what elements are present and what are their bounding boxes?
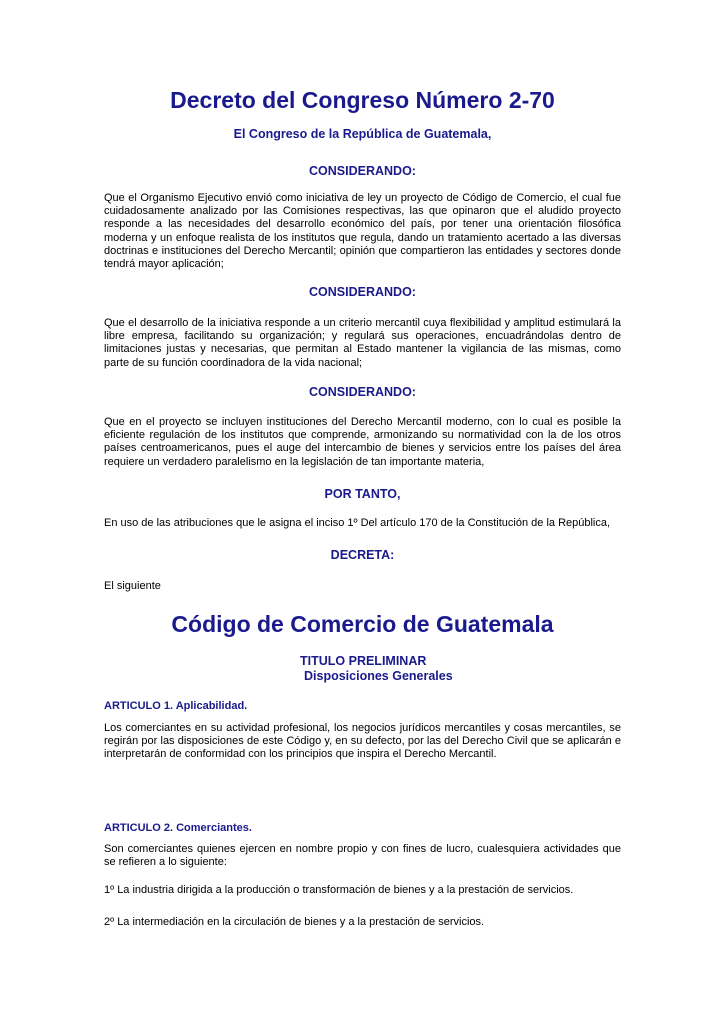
articulo-2-text: Son comerciantes quienes ejercen en nombre propio y con fines de lucro, cualesquiera actividades que se refieren a lo siguiente: [104, 843, 621, 869]
por-tanto-heading: POR TANTO, [324, 487, 401, 501]
titulo-preliminar-block [300, 654, 453, 684]
titulo-preliminar: TITULO PRELIMINAR [300, 654, 427, 668]
articulo-1-heading: ARTICULO 1. Aplicabilidad. [104, 700, 248, 712]
document-subtitle: El Congreso de la República de Guatemala, [233, 127, 492, 141]
considerando-text-2: Que el desarrollo de la iniciativa responde a un criterio mercantil cuya flexibilidad y amplitud estimulará la libre empresa, facilitando su organización; y regulará sus operaciones, encuadrándolas dentro de limitaciones justas y necesarias, que permitan al Estado mantener la vigilancia de las mismas, como parte de su función coordinadora de la vida nacional; [104, 317, 621, 369]
articulo-2-item-2: 2º La intermediación en la circulación de bienes y a la prestación de servicios. [104, 916, 485, 928]
decreta-heading: DECRETA: [330, 548, 395, 562]
articulo-1-text: Los comerciantes en su actividad profesional, los negocios jurídicos mercantiles y cosas mercantiles, se regirán por las disposiciones de este Código y, en su defecto, por las del Derecho Civil que se aplicarán e interpretarán de conformidad con los principios que inspira el Derecho Mercantil. [104, 722, 621, 761]
page-title: Decreto del Congreso Número 2-70 [170, 87, 555, 113]
codigo-title: Código de Comercio de Guatemala [171, 611, 554, 637]
considerando-heading-3: CONSIDERANDO: [309, 385, 416, 399]
considerando-text-1: Que el Organismo Ejecutivo envió como iniciativa de ley un proyecto de Código de Comercio, el cual fue cuidadosamente analizado por las Comisiones respectivas, las que opinaron que el aludido proyecto responde a las necesidades del desarrollo económico del país, por tener una orientación filosófica moderna y un enfoque realista de los institutos que regula, dando un tratamiento acertado a las diversas doctrinas e instituciones del Derecho Mercantil; opinión que compartieron las entidades y sectores donde tendrá mayor aplicación; [104, 192, 621, 271]
por-tanto-text: En uso de las atribuciones que le asigna el inciso 1º Del artículo 170 de la Constitución de la República, [104, 517, 611, 529]
considerando-text-3: Que en el proyecto se incluyen instituciones del Derecho Mercantil moderno, con lo cual es posible la eficiente regulación de los institutos que comprende, armonizando su normatividad con la de los otros países centroamericanos, pues el auge del intercambio de bienes y servicios entre los países del área requiere un verdadero paralelismo en la legislación de tan importante materia, [104, 416, 621, 468]
considerando-heading-2: CONSIDERANDO: [309, 285, 416, 299]
decreta-text: El siguiente [104, 580, 161, 592]
articulo-2-heading: ARTICULO 2. Comerciantes. [104, 822, 252, 834]
considerando-heading-1: CONSIDERANDO: [309, 164, 416, 178]
articulo-2-item-1: 1º La industria dirigida a la producción o transformación de bienes y a la prestación de servicios. [104, 884, 574, 896]
disposiciones-generales: Disposiciones Generales [304, 669, 453, 683]
